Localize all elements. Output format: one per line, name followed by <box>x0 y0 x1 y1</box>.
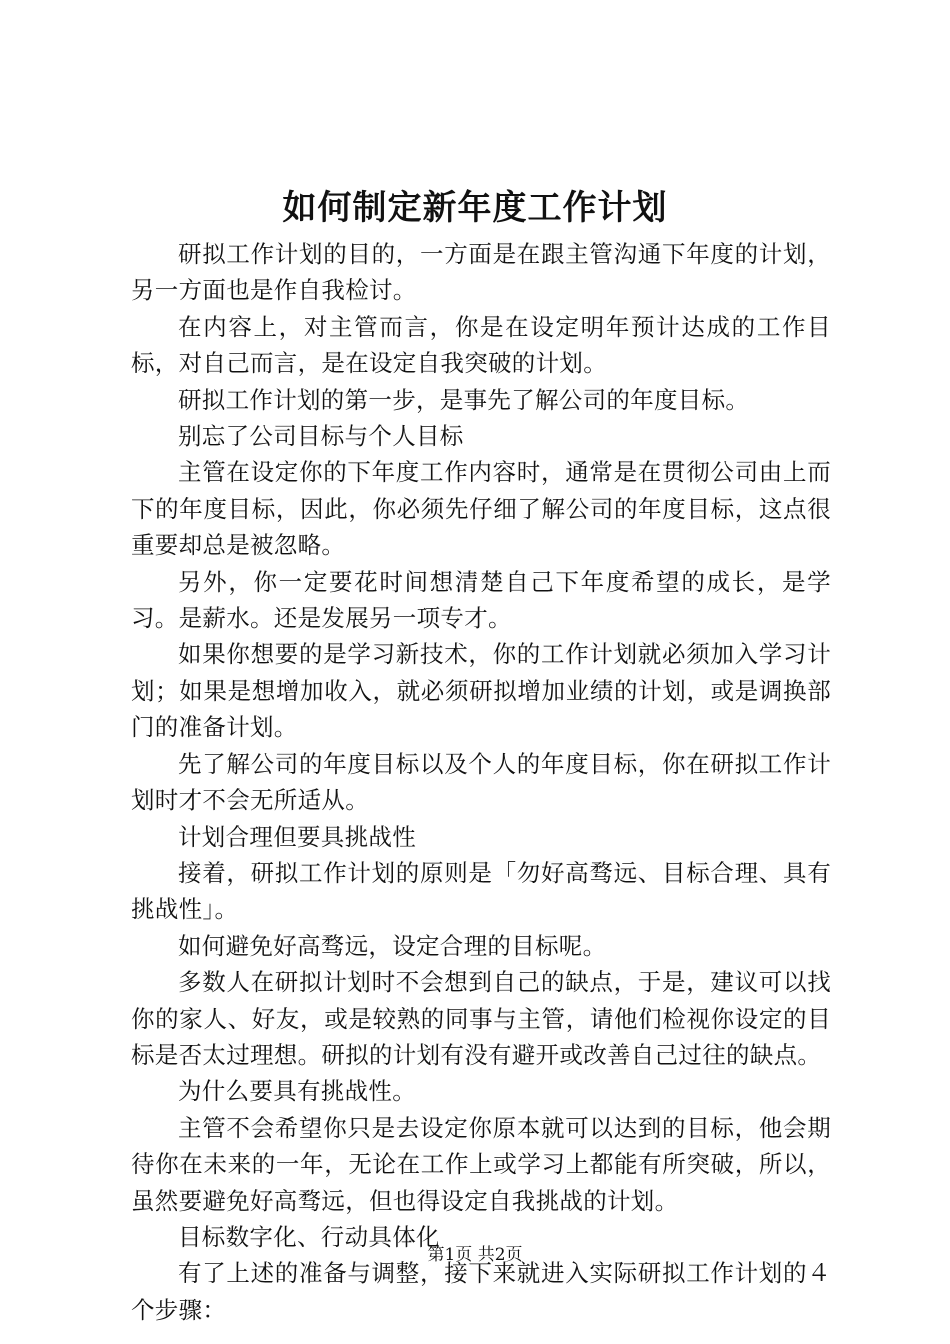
paragraph: 研拟工作计划的目的，一方面是在跟主管沟通下年度的计划，另一方面也是作自我检讨。 <box>131 240 831 305</box>
paragraph: 接着，研拟工作计划的原则是「勿好高骛远、目标合理、具有挑战性」。 <box>131 858 831 924</box>
page-footer: 第1页 共2页 <box>427 1245 523 1265</box>
section-heading: 计划合理但要具挑战性 <box>178 822 416 851</box>
paragraph: 如果你想要的是学习新技术，你的工作计划就必须加入学习计划；如果是想增加收入，就必须研拟增加业绩的计划，或是调换部门的准备计划。 <box>131 640 831 742</box>
paragraph: 有了上述的准备与调整，接下来就进入实际研拟工作计划的４个步骤： <box>131 1259 831 1324</box>
section-heading: 目标数字化、行动具体化 <box>178 1222 440 1251</box>
section-heading: 别忘了公司目标与个人目标 <box>178 422 464 451</box>
paragraph: 研拟工作计划的第一步，是事先了解公司的年度目标。 <box>178 385 750 414</box>
paragraph: 为什么要具有挑战性。 <box>178 1077 416 1106</box>
paragraph: 先了解公司的年度目标以及个人的年度目标，你在研拟工作计划时才不会无所适从。 <box>131 749 831 815</box>
paragraph: 主管在设定你的下年度工作内容时，通常是在贯彻公司由上而下的年度目标，因此，你必须先仔细了解公司的年度目标，这点很重要却总是被忽略。 <box>131 458 831 560</box>
paragraph: 如何避免好高骛远，设定合理的目标呢。 <box>178 931 607 960</box>
paragraph: 在内容上，对主管而言，你是在设定明年预计达成的工作目标，对自己而言，是在设定自我突破的计划。 <box>131 312 831 378</box>
document-title: 如何制定新年度工作计划 <box>282 188 668 228</box>
paragraph: 多数人在研拟计划时不会想到自己的缺点，于是，建议可以找你的家人、好友，或是较熟的同事与主管，请他们检视你设定的目标是否太过理想。研拟的计划有没有避开或改善自己过往的缺点。 <box>131 968 831 1069</box>
document-body <box>131 236 831 1328</box>
paragraph: 主管不会希望你只是去设定你原本就可以达到的目标，他会期待你在未来的一年，无论在工作上或学习上都能有所突破，所以，虽然要避免好高骛远，但也得设定自我挑战的计划。 <box>131 1113 831 1215</box>
paragraph: 另外，你一定要花时间想清楚自己下年度希望的成长，是学习。是薪水。还是发展另一项专才。 <box>131 567 831 633</box>
